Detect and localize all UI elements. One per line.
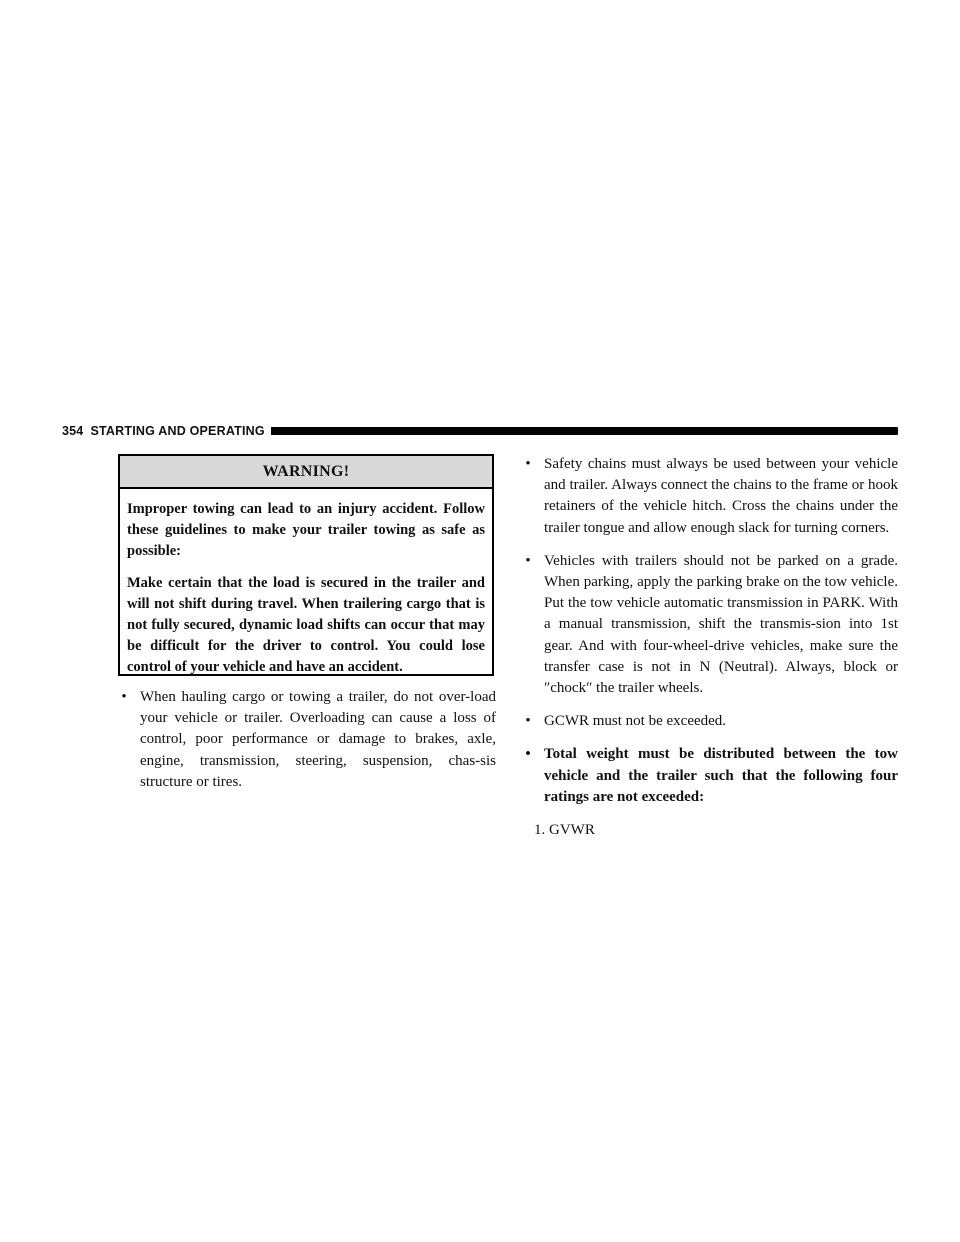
bullet-icon: • bbox=[525, 552, 531, 569]
list-item bbox=[522, 454, 898, 539]
bullet-icon: • bbox=[525, 746, 531, 763]
bullet-icon: • bbox=[525, 456, 531, 472]
numbered-item: 1. GVWR bbox=[534, 822, 595, 839]
page-number: 354 bbox=[62, 424, 84, 438]
list-item bbox=[522, 711, 898, 732]
bullet-icon: • bbox=[525, 713, 531, 730]
bullet-text: GCWR must not be exceeded. bbox=[544, 713, 727, 730]
warning-paragraph: Improper towing can lead to an injury accident. Follow these guidelines to make your trailer towing as safe as possible: bbox=[127, 501, 485, 559]
warning-box bbox=[118, 454, 494, 676]
header-rule bbox=[271, 427, 898, 435]
bullet-text: Safety chains must always be used between your vehicle and trailer. Always connect the chains to the frame or hook retainers of the vehicle hitch. Cross the chains under the trailer tongue and allow enough slack for turning corners. bbox=[544, 456, 898, 536]
section-title: STARTING AND OPERATING bbox=[90, 424, 265, 438]
warning-body bbox=[120, 489, 492, 677]
warning-title: WARNING! bbox=[120, 456, 492, 489]
left-column bbox=[118, 687, 496, 805]
list-item bbox=[522, 551, 898, 699]
list-item bbox=[522, 744, 898, 808]
bullet-text: When hauling cargo or towing a trailer, do not over-load your vehicle or trailer. Overloading can cause a loss of control, poor performance or damage to brakes, axle, engine, transmission, steering, suspension, chas-sis structure or tires. bbox=[140, 689, 496, 790]
warning-paragraph: Make certain that the load is secured in the trailer and will not shift during travel. When trailering cargo that is not fully secured, dynamic load shifts can occur that may be difficult for the driver to control. You could lose control of your vehicle and have an accident. bbox=[127, 575, 485, 675]
page-header bbox=[62, 423, 898, 439]
bullet-icon: • bbox=[121, 689, 127, 705]
bullet-text: Vehicles with trailers should not be parked on a grade. When parking, apply the parking brake on the tow vehicle. Put the tow vehicle automatic transmission in PARK. With a manual transmission, shift the transmis-sion into 1st gear. And with four-wheel-drive vehicles, make sure the transfer case is not in N (Neutral). Always, block or ″chock″ the trailer wheels. bbox=[544, 552, 898, 697]
bullet-text: Total weight must be distributed between the tow vehicle and the trailer such that the following four ratings are not exceeded: bbox=[544, 746, 898, 805]
list-item bbox=[118, 687, 496, 793]
right-column bbox=[522, 454, 898, 841]
